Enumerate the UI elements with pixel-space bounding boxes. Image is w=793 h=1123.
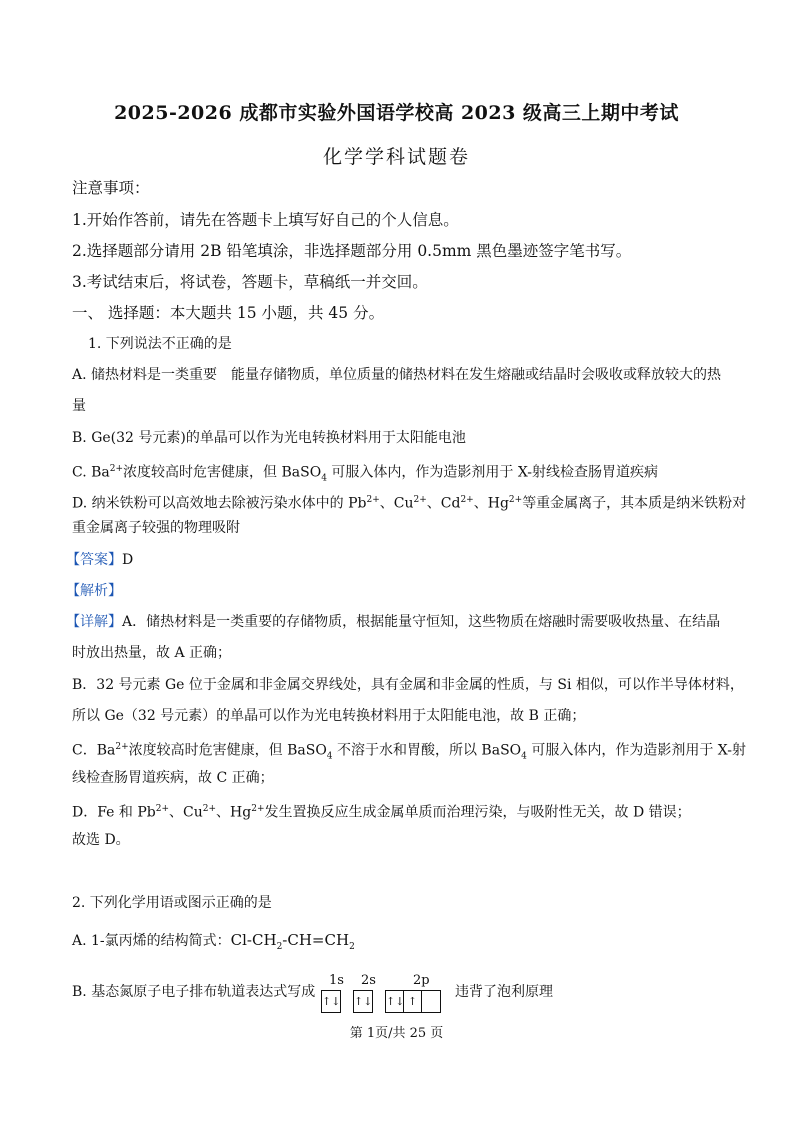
- orbital-box-2p: [385, 990, 441, 1013]
- notice-1: 1.开始作答前，请先在答题卡上填写好自己的个人信息。: [72, 211, 459, 229]
- q1-stem: 1. 下列说法不正确的是: [88, 336, 232, 352]
- notice-2: 2.选择题部分请用 2B 铅笔填涂，非选择题部分用 0.5mm 黑色墨迹签字笔书写。: [72, 242, 632, 260]
- exam-subtitle: 化学学科试题卷: [322, 146, 470, 168]
- section-heading: 一、 选择题：本大题共 15 小题，共 45 分。: [72, 304, 385, 322]
- q2-option-a: A. 1-氯丙烯的结构简式：$Cl-CH_2-CH=CH_2$: [72, 931, 355, 952]
- detail-c-line2: 线检查肠胃道疾病，故 C 正确；: [72, 770, 274, 786]
- q2-option-b-text: B. 基态氮原子电子排布轨道表达式写成: [72, 984, 316, 1000]
- orbital-label-2s: 2s: [361, 973, 376, 988]
- orbital-cell: ↑: [404, 991, 422, 1012]
- analysis-label: 【解析】: [66, 583, 122, 599]
- q1-option-b: B. Ge(32 号元素)的单晶可以作为光电转换材料用于太阳能电池: [72, 430, 466, 446]
- detail-c-line1: C．$Ba^{2+}$浓度较高时危害健康，但 BaSO$_4$ 不溶于水和胃酸，所以 BaSO$_4$ 可服入体内，作为造影剂用于 X-射: [72, 742, 746, 762]
- orbital-box-1s: [321, 990, 341, 1013]
- q1-option-d-line2: 重金属离子较强的物理吸附: [72, 520, 240, 536]
- page-footer: 第 1页/共 25 页: [349, 1026, 444, 1041]
- q1-option-a-line1: A. 储热材料是一类重要 能量存储物质，单位质量的储热材料在发生熔融或结晶时会吸收或释放较大的热: [72, 367, 722, 383]
- q2-option-b-text-tail: 违背了泡利原理: [455, 984, 553, 1000]
- orbital-box-2s: [353, 990, 373, 1013]
- notice-3: 3.考试结束后，将试卷，答题卡，草稿纸一并交回。: [72, 273, 428, 291]
- orbital-cell: ↑↓: [354, 995, 373, 1008]
- conclusion: 故选 D。: [72, 832, 130, 848]
- detail-b-line2: 所以 Ge（32 号元素）的单晶可以作为光电转换材料用于太阳能电池，故 B 正确；: [72, 708, 586, 724]
- orbital-cell: [422, 991, 440, 1012]
- orbital-cell: ↑↓: [386, 991, 404, 1012]
- detail-a-line2: 时放出热量，故 A 正确；: [72, 645, 232, 661]
- orbital-label-1s: 1s: [329, 973, 344, 988]
- orbital-label-2p: 2p: [413, 973, 430, 988]
- orbital-cell: ↑↓: [322, 995, 341, 1008]
- answer-line: 【答案】D: [66, 552, 134, 568]
- q1-option-c: C. $Ba^{2+}$浓度较高时危害健康，但 BaSO$_4$ 可服入体内，作为造影剂用于 X-射线检查肠胃道疾病: [72, 464, 659, 484]
- q2-stem: 2. 下列化学用语或图示正确的是: [72, 895, 272, 911]
- notice-heading: 注意事项：: [72, 179, 150, 197]
- detail-d: D．Fe 和 $Pb^{2+}$、$Cu^{2+}$、$Hg^{2+}$发生置换反应生成金属单质而治理污染，与吸附性无关，故 D 错误；: [72, 804, 691, 821]
- exam-title: 2025-2026 成都市实验外国语学校高 2023 级高三上期中考试: [114, 102, 679, 124]
- detail-a-line1: 【详解】A．储热材料是一类重要的存储物质，根据能量守恒知，这些物质在熔融时需要吸收热量、在结晶: [66, 614, 721, 630]
- detail-b-line1: B．32 号元素 Ge 位于金属和非金属交界线处，具有金属和非金属的性质，与 Si 相似，可以作半导体材料，: [72, 677, 744, 693]
- q1-option-a-line2: 量: [72, 398, 86, 414]
- q1-option-d-line1: D. 纳米铁粉可以高效地去除被污染水体中的 $Pb^{2+}$、$Cu^{2+}$、$Cd^{2+}$、$Hg^{2+}$等重金属离子，其本质是纳米铁粉对: [72, 495, 747, 512]
